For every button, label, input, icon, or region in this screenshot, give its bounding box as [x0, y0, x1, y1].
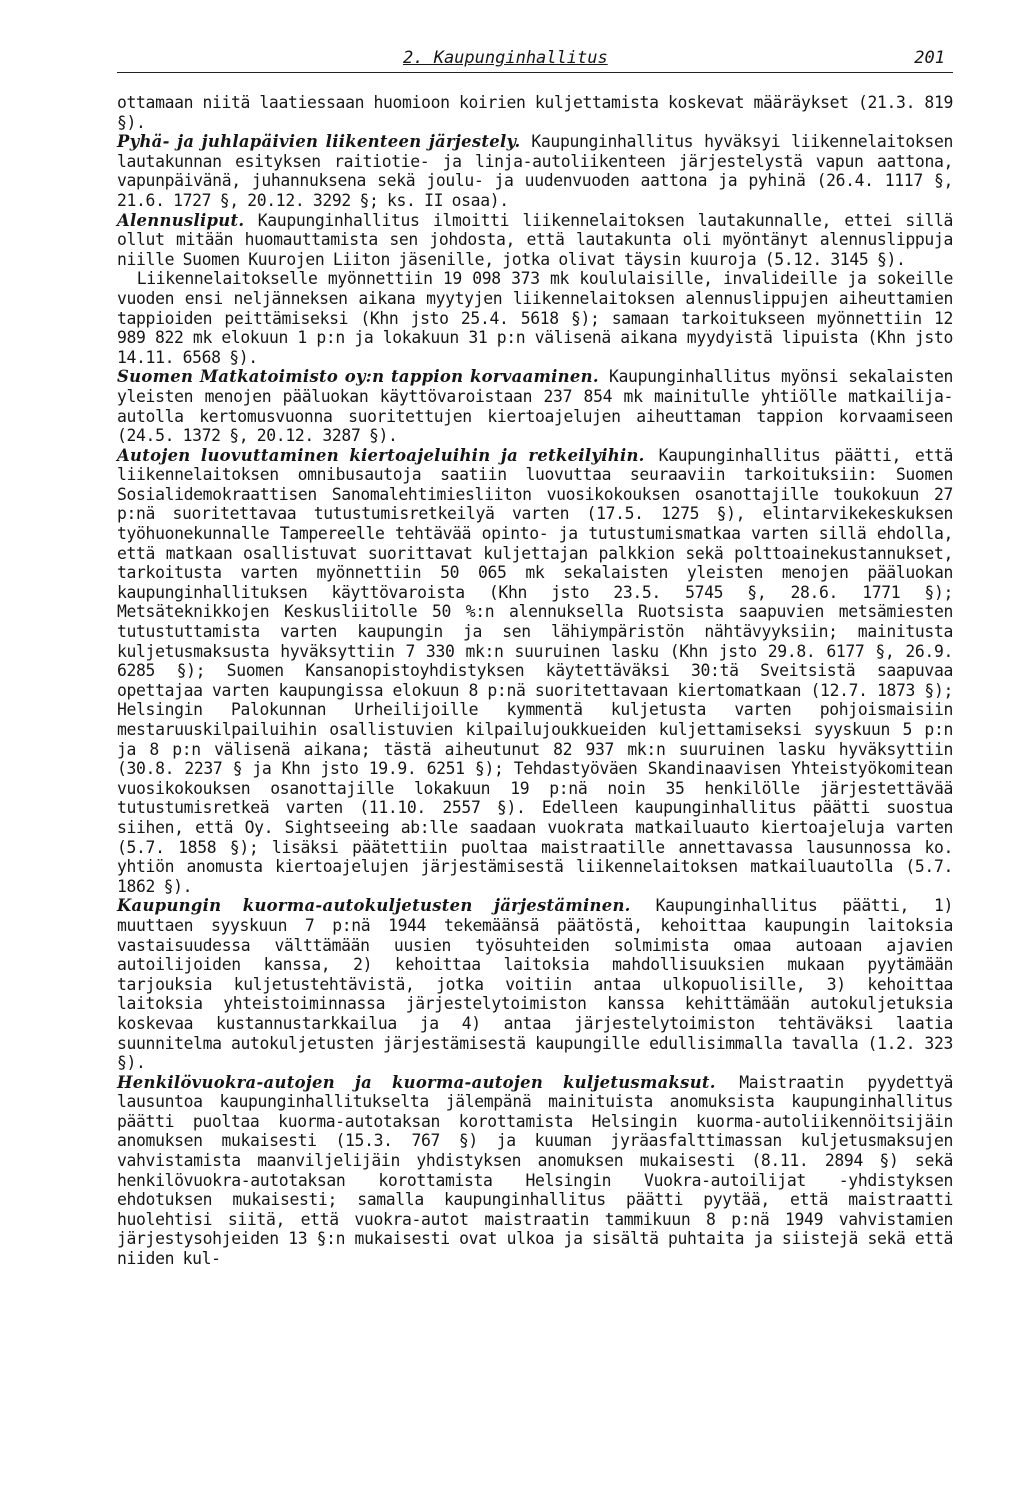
- document-page: [117, 44, 953, 1269]
- paragraph-heading: Alennusliput.: [117, 210, 245, 230]
- paragraph-transport-fees: [117, 1073, 953, 1269]
- paragraph-text: Kaupunginhallitus ilmoitti liikennelaitoksen lautakunnalle, ettei sillä ollut mitään huomauttamista sen johdosta, että lautakunta oli myöntänyt alennuslippuja niille Suomen Kuurojen Liiton jäsenille, jotka olivat täysin kuuroja (5.12. 3145 §).: [117, 210, 953, 269]
- paragraph-text: Maistraatin pyydettyä lausuntoa kaupunginhallitukselta jälempänä mainituista anomuksista kaupunginhallitus päätti puoltaa kuorma-autotaksan korottamista Helsingin kuorma-autoliikennöitsijäin anomuksen mukaisesti (15.3. 767 §) ja kuuman jyräasfalttimassan kuljetusmaksujen vahvistamista maanviljelijäin yhdistyksen anomuksen mukaisesti (8.11. 2894 §) sekä henkilövuokra-autotaksan korottamista Helsingin Vuokra-autoilijat -yhdistyksen ehdotuksen mukaisesti; samalla kaupunginhallitus päätti pyytää, että maistraatti huolehtisi siitä, että vuokra-autot maistraatin tammikuun 8 p:nä 1949 vahvistamien järjestysohjeiden 13 §:n mukaisesti ovat ulkoa ja sisältä puhtaita ja siistejä sekä että niiden kul-: [117, 1072, 953, 1269]
- paragraph-heading: Suomen Matkatoimisto oy:n tappion korvaaminen.: [117, 367, 599, 387]
- paragraph-text: Kaupunginhallitus päätti, 1) muuttaen syyskuun 7 p:nä 1944 tekemäänsä päätöstä, kehoittaa kaupungin laitoksia vastaisuudessa välttämään uusien työsuhteiden solmimista omaa autoaan ajavien autoilijoiden kanssa, 2) kehoittaa laitoksia mahdollisuuksien mukaan pyytämään tarjouksia kuljetustehtävistä, jotka voitiin antaa ulkopuolisille, 3) kehoittaa laitoksia yhteistoiminnassa järjestelytoimiston kanssa kehittämään autokuljetuksia koskevaa kustannustarkkailua ja 4) antaa järjestelytoimiston tehtäväksi laatia suunnitelma autokuljetusten järjestämisestä kaupungille edullisimmalla tavalla (1.2. 323 §).: [117, 896, 953, 1073]
- paragraph-heading: Autojen luovuttaminen kiertoajeluihin ja retkeilyihin.: [117, 445, 645, 465]
- running-header: [117, 44, 953, 73]
- page-number: 201: [914, 48, 945, 68]
- paragraph-heading: Pyhä- ja juhlapäivien liikenteen järjestely.: [117, 132, 521, 152]
- paragraph-truck-transport: [117, 896, 953, 1072]
- paragraph-continuation: [117, 93, 953, 132]
- paragraph-holiday-traffic: [117, 132, 953, 210]
- paragraph-discount-tickets: [117, 211, 953, 270]
- paragraph-text: ottamaan niitä laatiessaan huomioon koirien kuljettamista koskevat määräykset (21.3. 819 §).: [117, 93, 953, 132]
- section-title: 2. Kaupunginhallitus: [403, 48, 608, 68]
- paragraph-heading: Henkilövuokra-autojen ja kuorma-autojen kuljetusmaksut.: [117, 1072, 716, 1092]
- body-text: [117, 93, 953, 1269]
- paragraph-heading: Kaupungin kuorma-autokuljetusten järjestäminen.: [117, 896, 631, 916]
- paragraph-text: Liikennelaitokselle myönnettiin 19 098 373 mk koululaisille, invalideille ja sokeille vuoden ensi neljänneksen aikana myytyjen liikennelaitoksen alennuslippujen aiheuttamien tappioiden peittämiseksi (Khn jsto 25.4. 5618 §); samaan tarkoitukseen myönnettiin 12 989 822 mk elokuun 1 p:n ja lokakuun 31 p:n välisenä aikana myydyistä lipuista (Khn jsto 14.11. 6568 §).: [117, 269, 953, 367]
- paragraph-bus-tours: [117, 446, 953, 897]
- paragraph-discount-compensation: [117, 269, 953, 367]
- paragraph-travel-agency: [117, 367, 953, 445]
- paragraph-text: Kaupunginhallitus myönsi sekalaisten yleisten menojen pääluokan käyttövaroistaan 237 854 mk mainitulle yhtiölle matkailija-autolla kertomusvuonna suoritettujen kiertoajelujen aiheuttaman tappion korvaamiseen (24.5. 1372 §, 20.12. 3287 §).: [117, 367, 953, 446]
- paragraph-text: Kaupunginhallitus päätti, että liikennelaitoksen omnibusautoja saatiin luovuttaa seuraaviin tarkoituksiin: Suomen Sosialidemokraattisen Sanomalehtimiesliiton vuosikokouksen osanottajille toukokuun 27 p:nä suoritettavaa tutustumisretkeilyä varten (17.5. 1275 §), elintarvikekeskuksen työhuonekunnalle Tampereelle tehtävää opinto- ja tutustumismatkaa varten sillä ehdolla, että matkaan osallistuvat suorittavat kuljettajan palkkion sekä polttoainekustannukset, tarkoitusta varten myönnettiin 50 065 mk sekalaisten yleisten menojen pääluokan kaupunginhallituksen käyttövaroista (Khn jsto 23.5. 5745 §, 28.6. 1771 §); Metsäteknikkojen Keskusliitolle 50 %:n alennuksella Ruotsista saapuvien metsämiesten tutustuttamista varten kaupungin ja sen lähiympäristön nähtävyyksiin; mainitusta kuljetusmaksusta hyväksyttiin 7 330 mk:n suuruinen lasku (Khn jsto 29.8. 6177 §, 26.9. 6285 §); Suomen Kansanopistoyhdistyksen käytettäväksi 30:tä Sveitsistä saapuvaa opettajaa varten kaupungissa elokuun 8 p:nä suoritettavaan kiertomatkaan (12.7. 1873 §); Helsingin Palokunnan Urheilijoille kymmentä kuljetusta varten pohjoismaisiin mestaruuskilpailuihin osallistuvien kilpailujoukkueiden kuljettamiseksi syyskuun 5 p:n ja 8 p:n välisenä aikana; tästä aiheutunut 82 937 mk:n suuruinen lasku hyväksyttiin (30.8. 2237 § ja Khn jsto 19.9. 6251 §); Tehdastyöväen Skandinaavisen Yhteistyökomitean vuosikokouksen osanottajille lokakuun 19 p:nä noin 35 henkilölle järjestettävää tutustumisretkeä varten (11.10. 2557 §). Edelleen kaupunginhallitus päätti suostua siihen, että Oy. Sightseeing ab:lle saadaan vuokrata matkailuauto kiertoajeluja varten (5.7. 1858 §); lisäksi päätettiin puoltaa maistraatille annettavassa lausunnossa ko. yhtiön anomusta kiertoajelujen järjestämisestä liikennelaitoksen matkailuautolla (5.7. 1862 §).: [117, 445, 953, 896]
- paragraph-text: Kaupunginhallitus hyväksyi liikennelaitoksen lautakunnan esityksen raitiotie- ja linja-autoliikenteen järjestelystä vapun aattona, vapunpäivänä, juhannuksena sekä joulu- ja uudenvuoden aattona ja pyhinä (26.4. 1117 §, 21.6. 1727 §, 20.12. 3292 §; ks. II osaa).: [117, 132, 953, 210]
